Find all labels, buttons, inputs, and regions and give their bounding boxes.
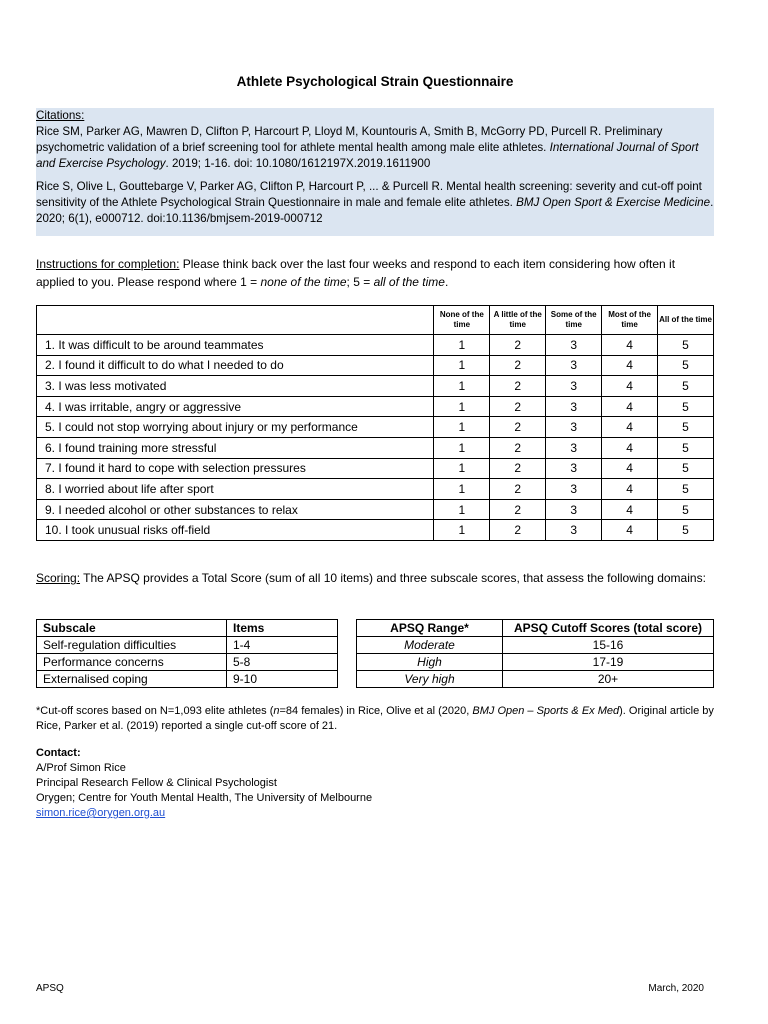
contact-email-link[interactable]: simon.rice@orygen.org.au	[36, 807, 166, 819]
items-header: Items	[227, 620, 338, 637]
response-option[interactable]: 1	[434, 458, 490, 479]
question-row	[37, 355, 714, 376]
response-option[interactable]: 5	[658, 335, 714, 356]
response-option[interactable]: 3	[546, 437, 602, 458]
question-text: 7. I found it hard to cope with selection pressures	[37, 458, 434, 479]
subscale-row	[37, 654, 338, 671]
scoring-text: Scoring: The APSQ provides a Total Score (sum of all 10 items) and three subscale scores, that assess the following domains:	[36, 571, 706, 585]
response-option[interactable]: 4	[602, 355, 658, 376]
scale-header: All of the time	[658, 306, 714, 335]
subscale-items: 1-4	[227, 637, 338, 654]
response-option[interactable]: 5	[658, 417, 714, 438]
response-option[interactable]: 2	[490, 479, 546, 500]
subscale-header-row	[37, 620, 338, 637]
response-option[interactable]: 2	[490, 458, 546, 479]
response-option[interactable]: 4	[602, 479, 658, 500]
scale-header: None of the time	[434, 306, 490, 335]
cutoff-row	[357, 637, 714, 654]
scale-header: Some of the time	[546, 306, 602, 335]
footer-date: March, 2020	[648, 983, 704, 994]
instructions: Instructions for completion: Please think back over the last four weeks and respond to each item considering how often it applied to you. Please respond where 1 = none of the time; 5 = all of the time.	[36, 257, 676, 289]
response-option[interactable]: 3	[546, 396, 602, 417]
citation-2-journal: BMJ Open Sport & Exercise Medicine	[516, 196, 711, 209]
response-option[interactable]: 1	[434, 376, 490, 397]
subscale-items: 9-10	[227, 671, 338, 688]
response-option[interactable]: 3	[546, 355, 602, 376]
response-option[interactable]: 2	[490, 499, 546, 520]
response-option[interactable]: 1	[434, 437, 490, 458]
response-option[interactable]: 5	[658, 376, 714, 397]
question-row	[37, 479, 714, 500]
question-row	[37, 376, 714, 397]
response-option[interactable]: 5	[658, 355, 714, 376]
response-option[interactable]: 5	[658, 458, 714, 479]
cutoff-row	[357, 671, 714, 688]
question-row	[37, 335, 714, 356]
response-option[interactable]: 3	[546, 376, 602, 397]
response-option[interactable]: 4	[602, 396, 658, 417]
question-row	[37, 417, 714, 438]
question-row	[37, 437, 714, 458]
response-option[interactable]: 5	[658, 520, 714, 541]
cutoff-score: 15-16	[503, 637, 714, 654]
footer-doc-name: APSQ	[36, 983, 64, 994]
citation-1: Rice SM, Parker AG, Mawren D, Clifton P, Harcourt P, Lloyd M, Kountouris A, Smith B, McGorry PD, Purcell R. Preliminary psychometric validation of a brief screening tool for athlete mental health among male elite athletes. International Journal of Sport and Exercise Psychology. 2019; 1-16. doi: 10.1080/1612197X.2019.1611900	[36, 125, 699, 170]
question-text: 8. I worried about life after sport	[37, 479, 434, 500]
response-option[interactable]: 1	[434, 396, 490, 417]
response-option[interactable]: 5	[658, 437, 714, 458]
instructions-label: Instructions for completion:	[36, 257, 180, 271]
contact-block	[36, 746, 714, 821]
cutoff-table	[356, 619, 714, 688]
cutoff-header-row	[357, 620, 714, 637]
cutoff-header: APSQ Cutoff Scores (total score)	[503, 620, 714, 637]
subscale-row	[37, 637, 338, 654]
response-option[interactable]: 1	[434, 520, 490, 541]
cutoff-score: 20+	[503, 671, 714, 688]
scale-header: Most of the time	[602, 306, 658, 335]
page-title: Athlete Psychological Strain Questionnaire	[236, 74, 514, 89]
scoring-label: Scoring:	[36, 571, 81, 585]
response-option[interactable]: 1	[434, 417, 490, 438]
response-option[interactable]: 2	[490, 437, 546, 458]
response-option[interactable]: 4	[602, 335, 658, 356]
question-text: 9. I needed alcohol or other substances to relax	[37, 499, 434, 520]
subscale-row	[37, 671, 338, 688]
contact-org: Orygen; Centre for Youth Mental Health, The University of Melbourne	[36, 792, 373, 804]
response-option[interactable]: 1	[434, 479, 490, 500]
response-option[interactable]: 4	[602, 458, 658, 479]
question-header	[37, 306, 434, 335]
question-text: 6. I found training more stressful	[37, 437, 434, 458]
range-label: High	[357, 654, 503, 671]
question-row	[37, 396, 714, 417]
citations-label: Citations:	[36, 109, 85, 122]
response-option[interactable]: 2	[490, 417, 546, 438]
response-option[interactable]: 3	[546, 479, 602, 500]
cutoff-row	[357, 654, 714, 671]
subscale-header: Subscale	[37, 620, 227, 637]
response-option[interactable]: 3	[546, 417, 602, 438]
cutoff-score: 17-19	[503, 654, 714, 671]
response-option[interactable]: 3	[546, 499, 602, 520]
question-row	[37, 458, 714, 479]
response-option[interactable]: 5	[658, 396, 714, 417]
response-option[interactable]: 2	[490, 376, 546, 397]
question-text: 10. I took unusual risks off-field	[37, 520, 434, 541]
subscale-name: Externalised coping	[37, 671, 227, 688]
question-row	[37, 520, 714, 541]
response-option[interactable]: 4	[602, 417, 658, 438]
response-option[interactable]: 5	[658, 479, 714, 500]
response-option[interactable]: 4	[602, 520, 658, 541]
response-option[interactable]: 2	[490, 335, 546, 356]
response-option[interactable]: 4	[602, 437, 658, 458]
citation-2: Rice S, Olive L, Gouttebarge V, Parker AG, Clifton P, Harcourt P, ... & Purcell R. Mental health screening: severity and cut-off point sensitivity of the Athlete Psychological Strain Questionnaire in male and female elite athletes. BMJ Open Sport & Exercise Medicine. 2020; 6(1), e000712. doi:10.1136/bmjsem-2019-000712	[36, 180, 714, 225]
response-option[interactable]: 2	[490, 520, 546, 541]
questionnaire-table	[36, 305, 714, 541]
subscale-items: 5-8	[227, 654, 338, 671]
response-option[interactable]: 2	[490, 355, 546, 376]
citations-box	[36, 108, 714, 236]
subscale-name: Performance concerns	[37, 654, 227, 671]
question-text: 4. I was irritable, angry or aggressive	[37, 396, 434, 417]
question-text: 3. I was less motivated	[37, 376, 434, 397]
response-option[interactable]: 3	[546, 335, 602, 356]
response-option[interactable]: 5	[658, 499, 714, 520]
response-option[interactable]: 2	[490, 396, 546, 417]
range-label: Moderate	[357, 637, 503, 654]
response-option[interactable]: 1	[434, 499, 490, 520]
questionnaire-header-row	[37, 306, 714, 335]
response-option[interactable]: 3	[546, 520, 602, 541]
question-text: 1. It was difficult to be around teammates	[37, 335, 434, 356]
response-option[interactable]: 4	[602, 499, 658, 520]
response-option[interactable]: 1	[434, 355, 490, 376]
range-header: APSQ Range*	[357, 620, 503, 637]
question-text: 2. I found it difficult to do what I needed to do	[37, 355, 434, 376]
subscale-name: Self-regulation difficulties	[37, 637, 227, 654]
response-option[interactable]: 1	[434, 335, 490, 356]
range-label: Very high	[357, 671, 503, 688]
question-text: 5. I could not stop worrying about injury or my performance	[37, 417, 434, 438]
subscale-table	[36, 619, 338, 688]
scale-header: A little of the time	[490, 306, 546, 335]
citation-1-journal: International Journal of Sport and Exercise Psychology	[36, 141, 699, 170]
contact-name: A/Prof Simon Rice	[36, 762, 126, 774]
footnote: *Cut-off scores based on N=1,093 elite athletes (n=84 females) in Rice, Olive et al (2020, BMJ Open – Sports & Ex Med). Original article by Rice, Parker et al. (2019) reported a single cut-off score of 21.	[36, 705, 714, 732]
contact-heading: Contact:	[36, 747, 81, 759]
question-row	[37, 499, 714, 520]
contact-role: Principal Research Fellow & Clinical Psychologist	[36, 777, 277, 789]
response-option[interactable]: 3	[546, 458, 602, 479]
response-option[interactable]: 4	[602, 376, 658, 397]
